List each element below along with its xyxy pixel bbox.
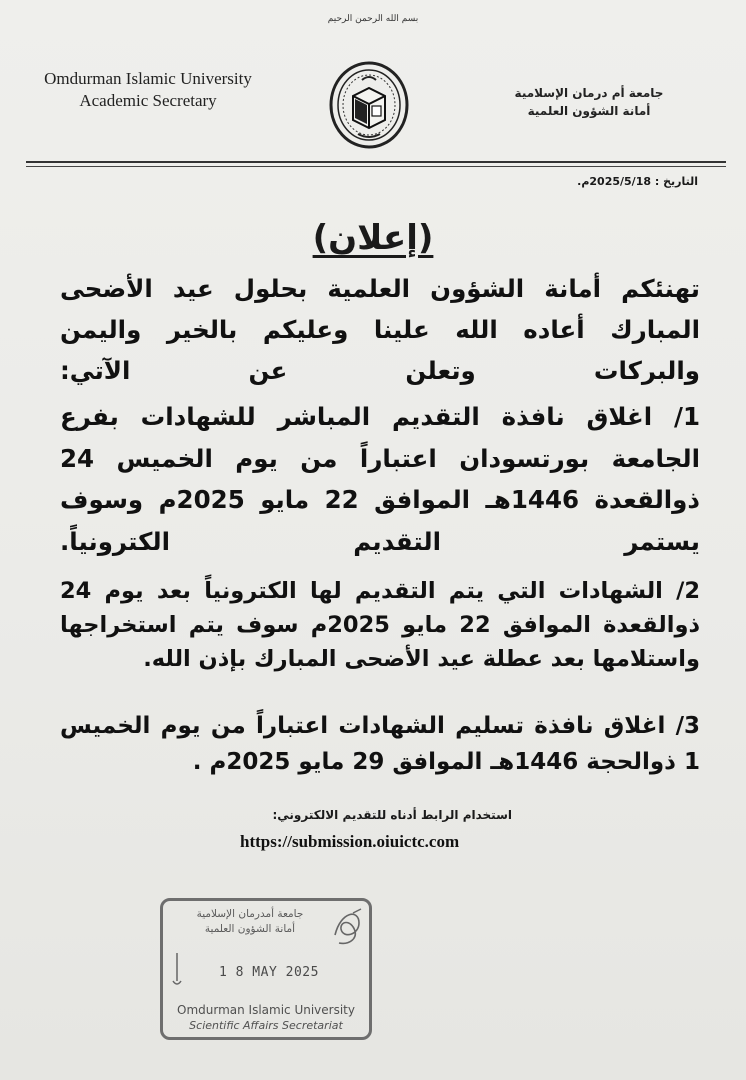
submission-link[interactable]: https://submission.oiuictc.com <box>240 832 460 851</box>
university-name-en: Omdurman Islamic University <box>44 69 252 88</box>
stamp-office-ar: أمانة الشؤون العلمية <box>204 923 296 935</box>
announcement-title-text: (إعلان) <box>312 218 434 258</box>
basmala: بسم الله الرحمن الرحيم <box>327 14 419 24</box>
letterhead-english <box>30 68 266 112</box>
item-number: 1/ <box>673 402 700 431</box>
stamp-university-ar: جامعة أمدرمان الإسلامية <box>196 908 304 920</box>
announcement-item-2 <box>60 574 700 676</box>
announcement-title <box>0 218 746 258</box>
link-instruction: استخدام الرابط أدناه للتقديم الالكتروني: <box>272 808 512 822</box>
item-text: الشهادات التي يتم التقديم لها الكترونياً بعد يوم 24 ذوالقعدة الموافق 22 مايو 2025م سوف يتم استخراجها <box>60 578 700 638</box>
item-number: 3/ <box>675 713 700 739</box>
office-name-en: Academic Secretary <box>79 91 217 110</box>
university-name-ar: جامعة أم درمان الإسلامية <box>514 86 664 100</box>
stamp-side-mark <box>169 951 183 991</box>
date-label: التاريخ : <box>654 175 698 188</box>
stamp-date: 1 8 MAY 2025 <box>219 965 319 980</box>
signature-icon <box>331 905 365 947</box>
stamp-office-en: Scientific Affairs Secretariat <box>189 1019 343 1032</box>
letterhead-arabic <box>484 84 694 120</box>
item-text: اغلاق نافذة تسليم الشهادات اعتباراً من يوم الخميس 1 ذوالحجة 1446هـ الموافق 29 مايو 2025م . <box>60 713 700 775</box>
stamp-side-glyph-icon <box>171 951 183 989</box>
announcement-intro: تهنئكم أمانة الشؤون العلمية بحلول عيد الأضحى المبارك أعاده الله علينا وعليكم بالخير واليمن والبركات وتعلن عن الآتي: <box>60 274 700 385</box>
item-text: اغلاق نافذة التقديم المباشر للشهادات بفرع الجامعة بورتسودان اعتباراً من يوم الخميس 24 ذوالقعدة 1446هـ الموافق 22 مايو 2025م وسوف يستمر التقديم الكترونياً. <box>60 402 700 556</box>
document-date <box>577 175 698 188</box>
university-seal-icon <box>328 60 410 150</box>
date-value: 2025/5/18م. <box>577 175 652 188</box>
stamp-arabic-text <box>175 907 325 937</box>
header-divider <box>26 161 726 163</box>
official-stamp <box>160 898 372 1040</box>
stamp-university-en: Omdurman Islamic University <box>177 1003 355 1017</box>
office-name-ar: أمانة الشؤون العلمية <box>527 104 651 118</box>
announcement-item-3 <box>60 708 700 780</box>
header-divider-thin <box>26 166 726 167</box>
announcement-item-1 <box>60 396 700 562</box>
item-text-last-line: واستلامها بعد عطلة عيد الأضحى المبارك بإذن الله. <box>143 646 700 672</box>
item-number: 2/ <box>676 578 701 604</box>
